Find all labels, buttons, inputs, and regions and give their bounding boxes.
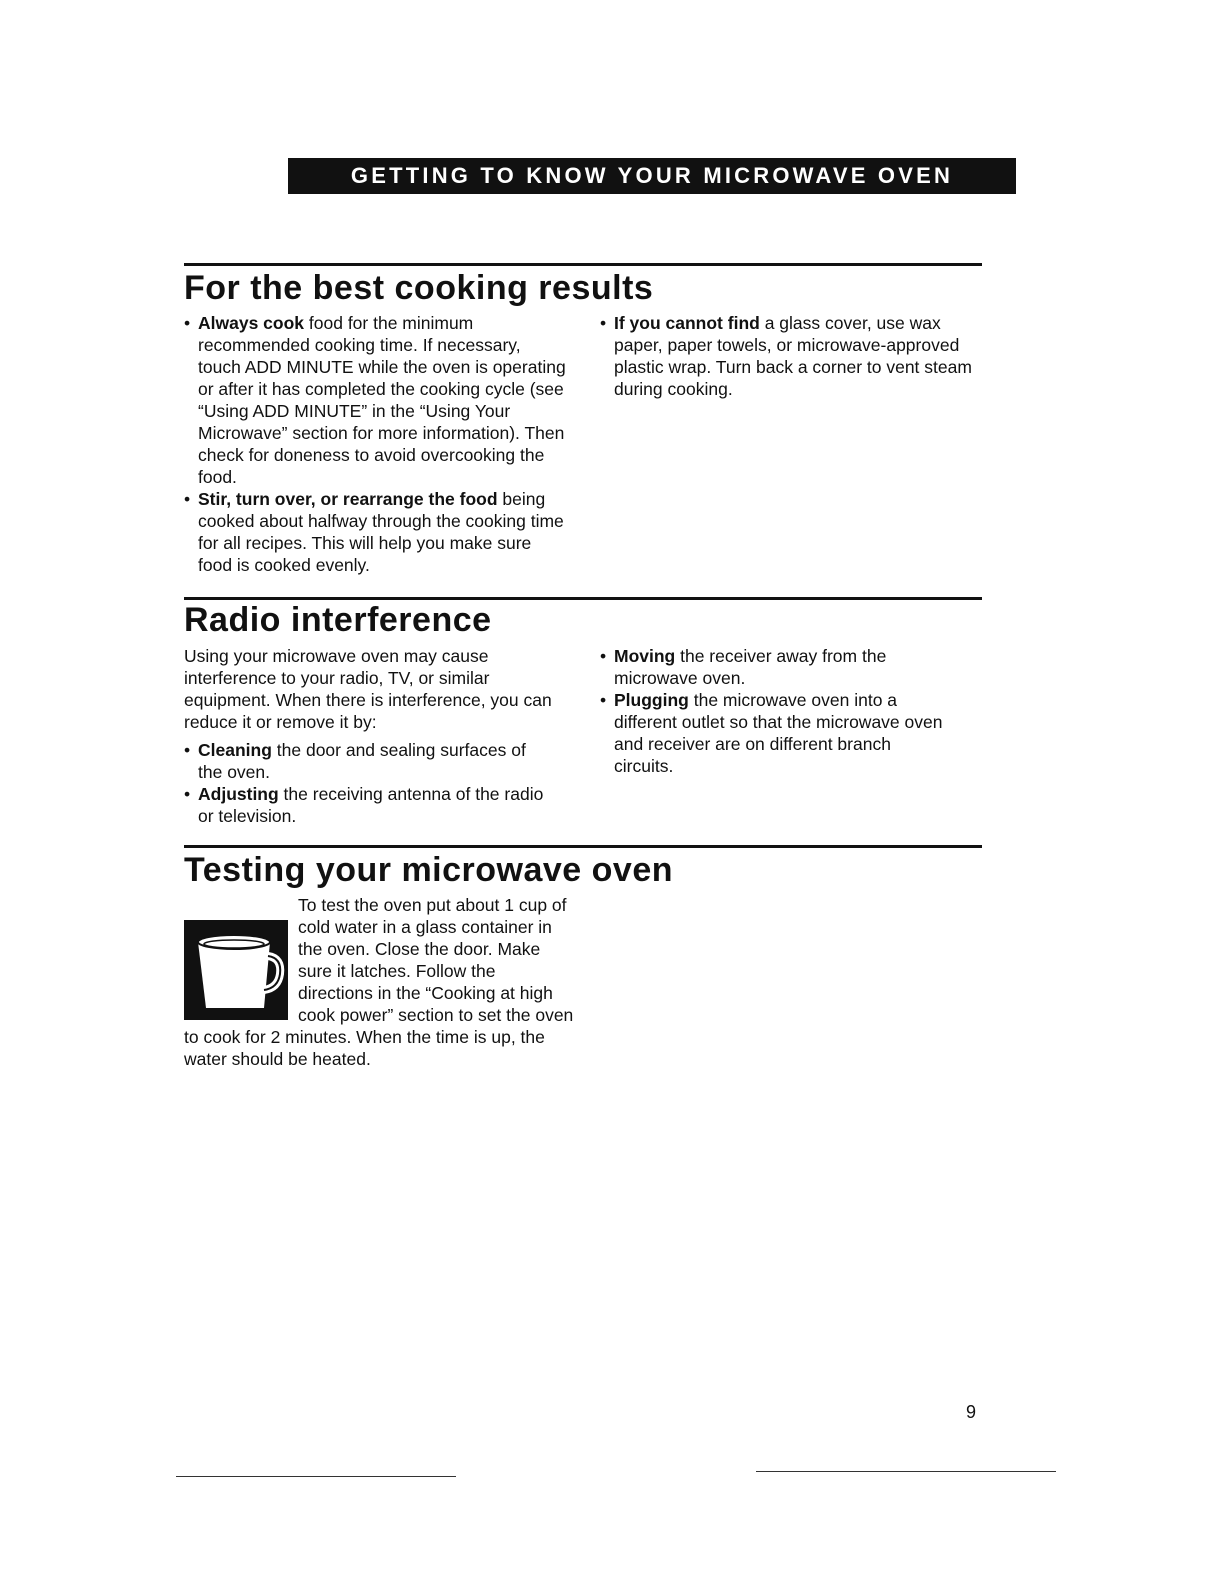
radio-right-column bbox=[600, 645, 950, 777]
bullet-lead: Adjusting bbox=[198, 784, 279, 804]
list-item bbox=[600, 645, 950, 689]
list-item bbox=[600, 312, 982, 400]
bullet-text: the door and sealing surfaces of the oven. bbox=[198, 740, 526, 782]
footer-rule bbox=[176, 1476, 456, 1477]
page-number: 9 bbox=[966, 1402, 977, 1422]
bullet-text: a glass cover, use wax paper, paper towels, or microwave-approved plastic wrap. Turn back a corner to vent steam during cooking. bbox=[614, 313, 972, 399]
section-rule bbox=[184, 263, 982, 266]
heading-testing: Testing your microwave oven bbox=[184, 851, 674, 889]
bullet-lead: Stir, turn over, or rearrange the food bbox=[198, 489, 498, 509]
list-item bbox=[184, 783, 554, 827]
bullet-lead: Always cook bbox=[198, 313, 305, 333]
section-rule bbox=[184, 845, 982, 848]
bullet-lead: Cleaning bbox=[198, 740, 272, 760]
bullet-text: the receiver away from the microwave oven. bbox=[614, 646, 887, 688]
best-right-column bbox=[600, 312, 982, 400]
radio-left-column bbox=[184, 645, 554, 827]
footer-rule bbox=[756, 1471, 1056, 1472]
testing-paragraph: To test the oven put about 1 cup of cold water in a glass container in the oven. Close the door. Make sure it latches. Follow the directions in the “Cooking at high cook power” section to set the oven to cook for 2 minutes. When the time is up, the water should be heated. bbox=[184, 895, 574, 1069]
bullet-lead: If you cannot find bbox=[614, 313, 760, 333]
testing-body bbox=[184, 894, 574, 1070]
list-item bbox=[184, 312, 566, 488]
bullet-text: food for the minimum recommended cooking time. If necessary, touch ADD MINUTE while the oven is operating or after it has completed the cooking cycle (see “Using ADD MINUTE” in the “Using Your Microwave” section for more information). Then check for doneness to avoid overcooking the food. bbox=[198, 313, 566, 487]
heading-radio-interference: Radio interference bbox=[184, 601, 492, 639]
heading-best-cooking: For the best cooking results bbox=[184, 269, 654, 307]
best-left-column bbox=[184, 312, 566, 576]
bullet-text: the microwave oven into a different outlet so that the microwave oven and receiver are on different branch circuits. bbox=[614, 690, 943, 776]
bullet-text: being cooked about halfway through the cooking time for all recipes. This will help you make sure food is cooked evenly. bbox=[198, 489, 564, 575]
cup-icon bbox=[184, 920, 288, 1020]
bullet-lead: Moving bbox=[614, 646, 676, 666]
list-item bbox=[600, 689, 950, 777]
bullet-text: the receiving antenna of the radio or television. bbox=[198, 784, 544, 826]
section-banner: GETTING TO KNOW YOUR MICROWAVE OVEN bbox=[288, 158, 1016, 194]
list-item bbox=[184, 739, 554, 783]
bullet-lead: Plugging bbox=[614, 690, 689, 710]
list-item bbox=[184, 488, 566, 576]
radio-intro: Using your microwave oven may cause interference to your radio, TV, or similar equipment. When there is interference, you can reduce it or remove it by: bbox=[184, 646, 552, 732]
